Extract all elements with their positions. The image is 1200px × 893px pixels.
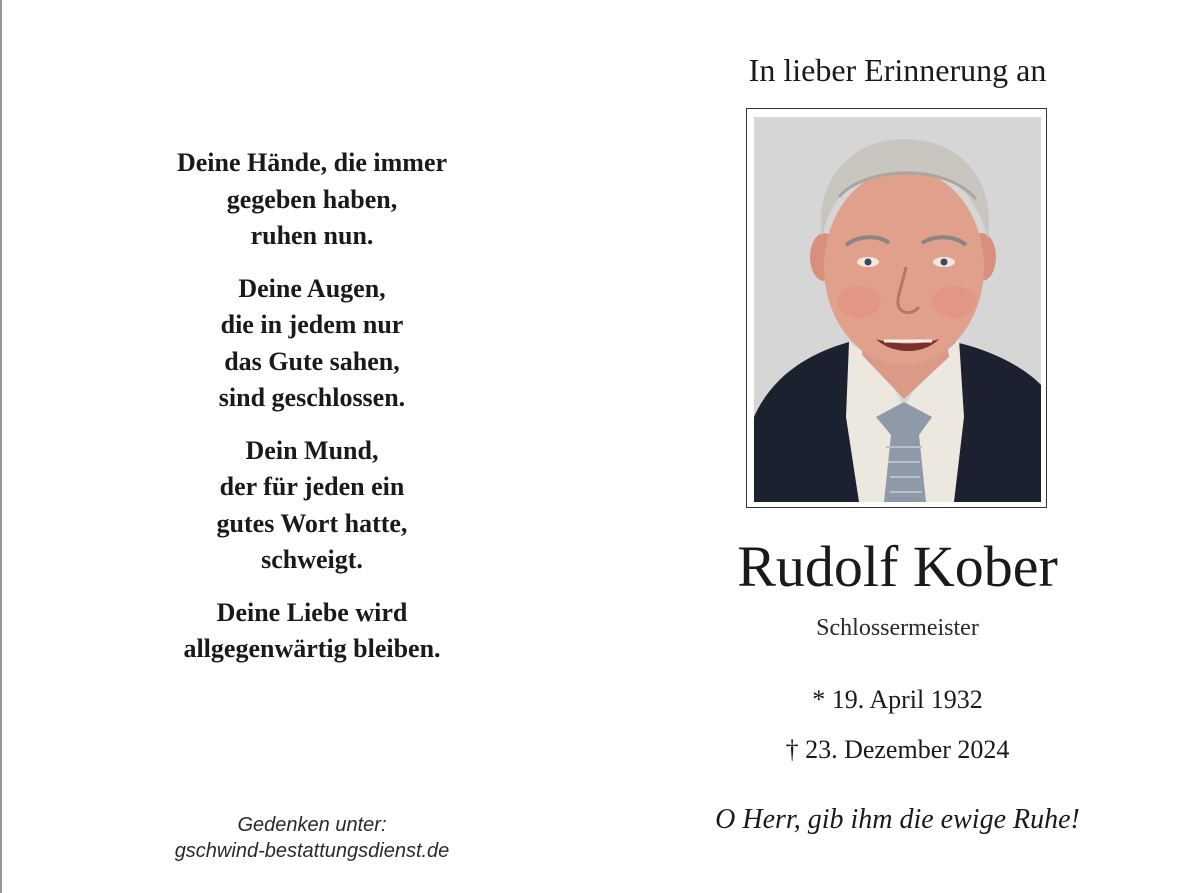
poem-stanza-4 bbox=[112, 595, 512, 668]
poem-line: der für jeden ein bbox=[219, 472, 405, 501]
memorial-note-label: Gedenken unter: bbox=[237, 814, 387, 836]
portrait-illustration bbox=[754, 117, 1041, 502]
memorial-website-note bbox=[112, 812, 512, 864]
poem-line: gutes Wort hatte, bbox=[216, 508, 408, 538]
intro-heading: In lieber Erinnerung an bbox=[748, 52, 1047, 88]
birth-date: * 19. April 1932 bbox=[812, 685, 983, 714]
poem-line: allgegenwärtig bleiben. bbox=[183, 634, 441, 663]
poem-line: Deine Augen, bbox=[238, 273, 386, 303]
right-page bbox=[625, 0, 1200, 893]
poem-stanza-2 bbox=[112, 271, 512, 417]
portrait-photo bbox=[754, 117, 1041, 502]
poem-line: Deine Hände, die immer bbox=[176, 148, 448, 177]
poem-line: die in jedem nur bbox=[220, 310, 404, 339]
prayer-line: O Herr, gib ihm die ewige Ruhe! bbox=[715, 804, 1080, 835]
deceased-name: Rudolf Kober bbox=[737, 534, 1058, 599]
death-date: † 23. Dezember 2024 bbox=[785, 735, 1010, 764]
poem-line: gegeben haben, bbox=[226, 184, 398, 214]
poem-line: das Gute sahen, bbox=[224, 346, 400, 376]
poem-stanza-1 bbox=[112, 145, 512, 255]
poem-line: Deine Liebe wird bbox=[216, 597, 408, 627]
poem-stanza-3 bbox=[112, 433, 512, 579]
poem-line: ruhen nun. bbox=[250, 221, 374, 250]
poem-line: Dein Mund, bbox=[245, 435, 379, 465]
poem bbox=[112, 145, 512, 684]
memorial-website-link[interactable]: gschwind-bestattungsdienst.de bbox=[174, 840, 450, 862]
poem-line: schweigt. bbox=[261, 545, 363, 574]
poem-line: sind geschlossen. bbox=[218, 383, 406, 412]
deceased-profession: Schlossermeister bbox=[816, 615, 979, 641]
portrait-frame bbox=[746, 108, 1047, 508]
